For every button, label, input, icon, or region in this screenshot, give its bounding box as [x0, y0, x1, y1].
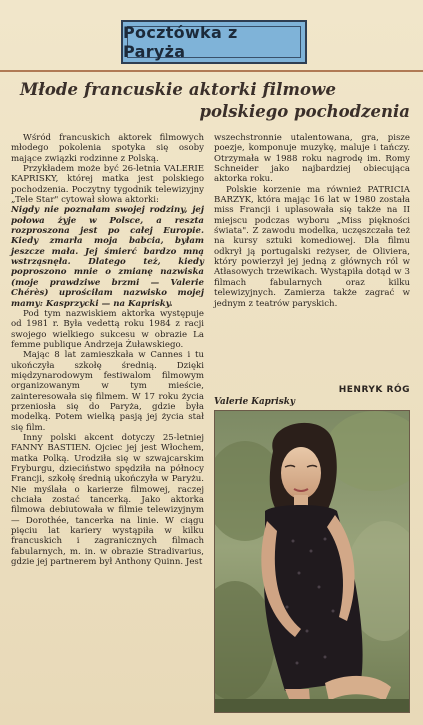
headline-line-2: polskiego pochodzenia: [199, 102, 410, 121]
column-title: Pocztówka z Paryża: [123, 23, 238, 61]
paragraph: Polskie korzenie ma również PATRICIA BARZYK, która mając 16 lat w 1980 została miss Francji i uplasowała się także na II miejscu podczas wyboru „Miss piękności świata". Z zawodu modelka, uczęszczała też na kursy sztuki komediowej. Dla filmu odkrył ją portugalski reżyser, de Oliviera, który powierzył jej jedną z głównych ról w Atłasowych trzewikach. Wystąpiła dotąd w 3 filmach fabularnych oraz kilku telewizyjnych. Zamierza także zagrać w jednym z teatrów paryskich.: [214, 184, 410, 309]
photo-caption: Valerie Kaprisky: [214, 397, 295, 407]
portrait-photo: [214, 410, 410, 713]
portrait-illustration: [215, 411, 410, 713]
column-title-box: [121, 20, 307, 64]
article-headline: [12, 80, 412, 124]
right-column: [214, 133, 410, 309]
paragraph: Inny polski akcent dotyczy 25-letniej FANNY BASTIEN. Ojciec jej jest Włochem, matka Polką. Urodziła się w szwajcarskim Fryburgu, dzieciństwo spędziła na północy Francji, szkołę średnią ukończyła w Paryżu. Nie myślała o karierze filmowej, raczej chciała zostać tancerką. Jako aktorka filmowa debiutowała w filmie telewizyjnym — Dorothée, tancerka na linie. W ciągu pięciu lat kariery wystąpiła w kilku francuskich i zagranicznych filmach fabularnych, m. in. w obrazie Stradivarius, gdzie jej partnerem był Anthony Quinn. Jest: [11, 432, 204, 568]
top-rule: [0, 70, 423, 72]
left-column: [11, 133, 204, 567]
quote-paragraph: Nigdy nie poznałam swojej rodziny, jej połowa żyje w Polsce, a reszta rozproszona jest po całej Europie. Kiedy zmarła moja babcia, byłam jeszcze mała. Jej śmierć bardzo mną wstrząsnęła. Dlatego też, kiedy poproszono mnie o zmianę nazwiska (moje prawdziwe brzmi — Valerie Chérès) uprościłam nazwisko mojej mamy: Kasprzycki — na Kaprisky.: [11, 205, 204, 309]
paragraph: wszechstronnie utalentowana, gra, pisze poezje, komponuje muzykę, maluje i tańczy. Otrzymała w 1988 roku nagrodę im. Romy Schneider jako najbardziej obiecująca aktorka roku.: [214, 133, 410, 185]
author-byline: HENRYK RÓG: [338, 385, 410, 395]
paragraph: Pod tym nazwiskiem aktorka występuje od 1981 r. Była vedettą roku 1984 z racji swojego wielkiego sukcesu w obrazie La femme publique Andrzeja Żuławskiego.: [11, 308, 204, 350]
paragraph: Mając 8 lat zamieszkała w Cannes i tu ukończyła szkołę średnią. Dzięki międzynarodowym festiwalom filmowym organizowanym w tym mieście, zainteresowała się filmem. W 17 roku życia przeniosła się do Paryża, gdzie była modelką. Potem wielką pasją jej życia stał się film.: [11, 350, 204, 433]
paragraph: Wśród francuskich aktorek filmowych młodego pokolenia spotyka się osoby mające związki rodzinne z Polską.: [11, 133, 204, 164]
headline-line-1: Młode francuskie aktorki filmowe: [20, 80, 337, 99]
paragraph: Przykładem może być 26-letnia VALERIE KAPRISKY, której matka jest polskiego pochodzenia. Poczytny tygodnik telewizyjny „Tele Star" cytował słowa aktorki:: [11, 164, 204, 206]
